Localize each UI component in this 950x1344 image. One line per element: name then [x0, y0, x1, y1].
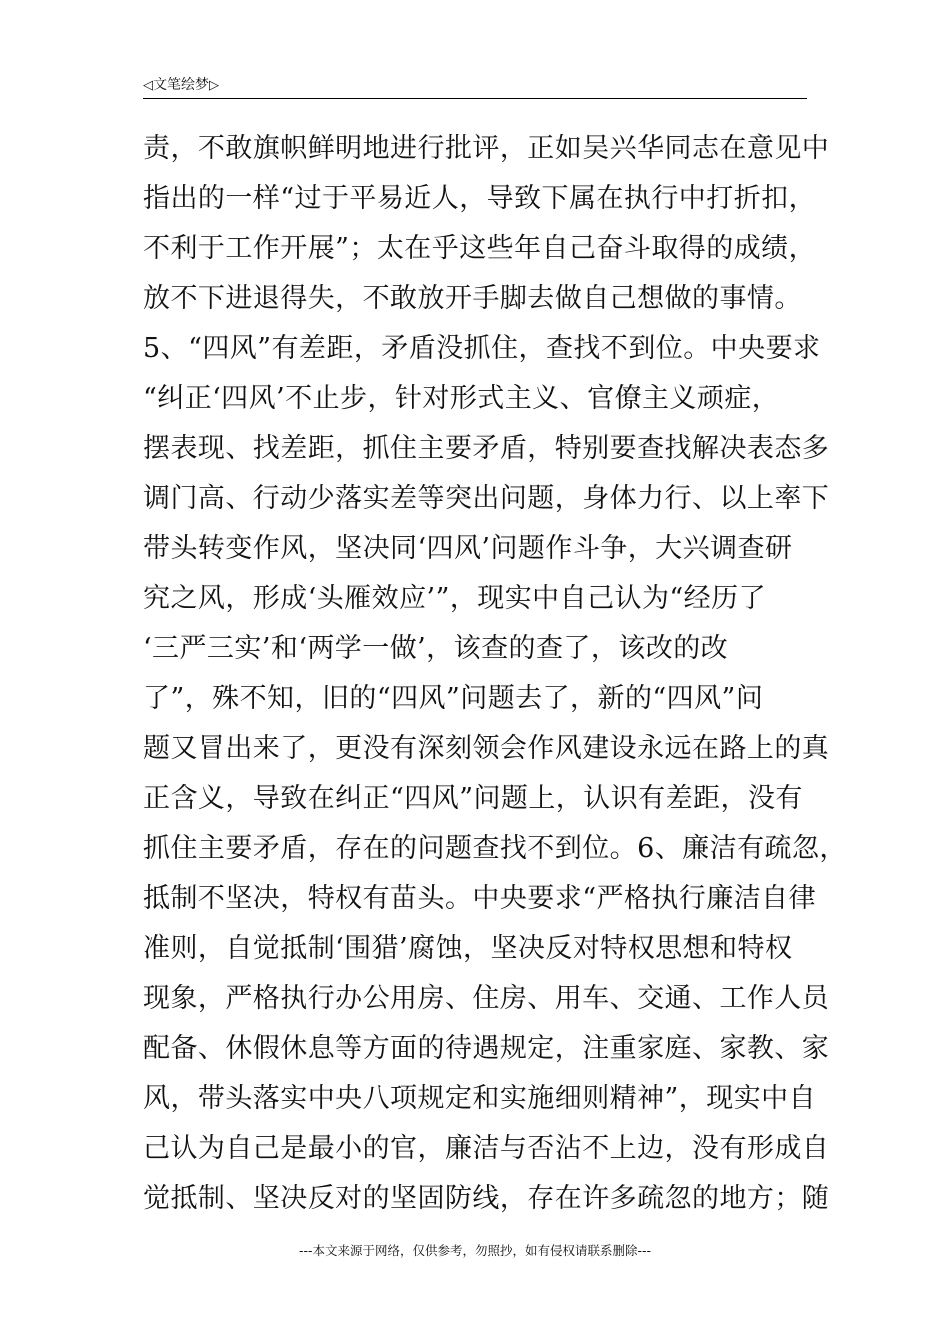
- text-line: ‘三严三实’和‘两学一做’，该查的查了，该改的改: [143, 633, 729, 664]
- text-line: 不利于工作开展”；太在乎这些年自己奋斗取得的成绩，: [143, 233, 817, 264]
- text-line: 抓住主要矛盾，存在的问题查找不到位。6、廉洁有疏忽，: [143, 833, 847, 864]
- text-line: “纠正‘四风’不止步，针对形式主义、官僚主义顽症，: [143, 383, 780, 414]
- text-line: 现象，严格执行办公用房、住房、用车、交通、工作人员: [143, 983, 830, 1014]
- text-line: 调门高、行动少落实差等突出问题，身体力行、以上率下: [143, 483, 830, 514]
- text-line: 觉抵制、坚决反对的坚固防线，存在许多疏忽的地方；随: [143, 1183, 830, 1214]
- text-line: 题又冒出来了，更没有深刻领会作风建设永远在路上的真: [143, 733, 830, 764]
- text-line: 了”，殊不知，旧的“四风”问题去了，新的“四风”问: [143, 683, 764, 714]
- page-header: [143, 74, 807, 99]
- text-line: 风，带头落实中央八项规定和实施细则精神”，现实中自: [143, 1083, 817, 1114]
- text-line: 5、“四风”有差距，矛盾没抓住，查找不到位。中央要求: [143, 333, 821, 364]
- text-line: 正含义，导致在纠正“四风”问题上，认识有差距，没有: [143, 783, 803, 814]
- page-footer: ---本文来源于网络，仅供参考，勿照抄，如有侵权请联系删除---: [298, 1243, 652, 1258]
- text-line: 己认为自己是最小的官，廉洁与否沾不上边，没有形成自: [143, 1133, 830, 1164]
- left-triangle-icon: ◁: [143, 78, 153, 93]
- header-title-text: 文笔绘梦: [153, 77, 209, 93]
- document-body: [143, 124, 847, 1224]
- text-line: 摆表现、找差距，抓住主要矛盾，特别要查找解决表态多: [143, 433, 830, 464]
- text-line: 带头转变作风，坚决同‘四风’问题作斗争，大兴调查研: [143, 533, 793, 564]
- text-line: 抵制不坚决，特权有苗头。中央要求“严格执行廉洁自律: [143, 883, 817, 914]
- right-triangle-icon: ▷: [209, 78, 219, 93]
- text-line: 指出的一样“过于平易近人，导致下属在执行中打折扣，: [143, 183, 817, 214]
- text-line: 准则，自觉抵制‘围猎’腐蚀，坚决反对特权思想和特权: [143, 933, 793, 964]
- text-line: 究之风，形成‘头雁效应’”，现实中自己认为“经历了: [143, 583, 767, 614]
- text-line: 配备、休假休息等方面的待遇规定，注重家庭、家教、家: [143, 1033, 830, 1064]
- text-line: 责，不敢旗帜鲜明地进行批评，正如吴兴华同志在意见中: [143, 133, 830, 164]
- text-line: 放不下进退得失，不敢放开手脚去做自己想做的事情。: [143, 283, 802, 314]
- header-title: [143, 76, 219, 95]
